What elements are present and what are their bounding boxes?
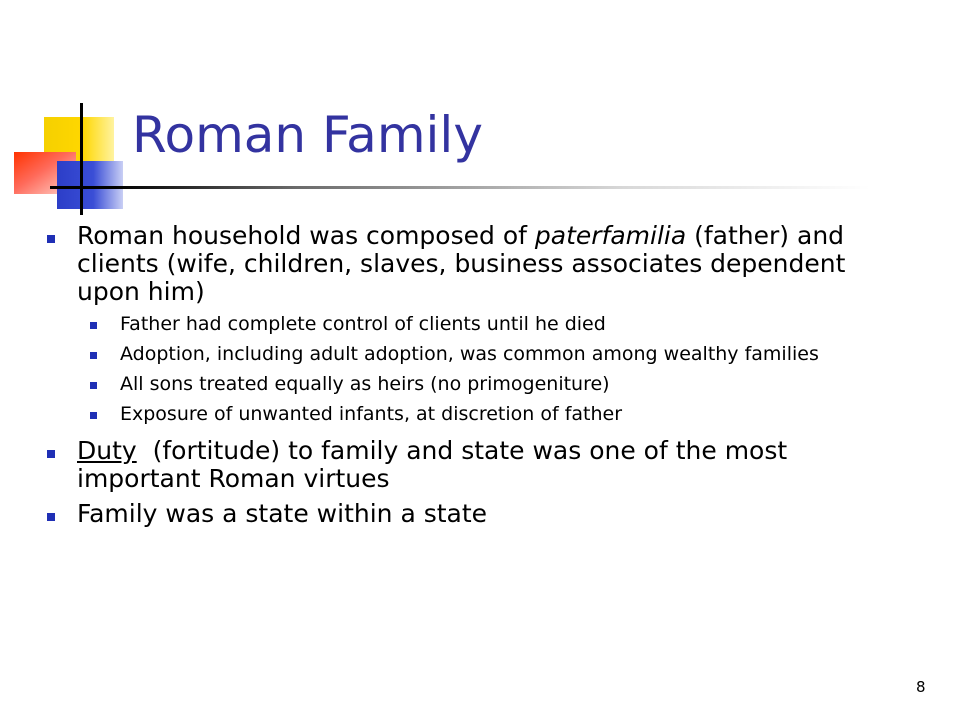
slide-title: Roman Family: [132, 106, 483, 164]
italic-term: paterfamilia: [534, 221, 687, 250]
sub-bullet-text: Adoption, including adult adoption, was common among wealthy families: [120, 343, 819, 365]
sub-bullet-text: Father had complete control of clients until he died: [120, 313, 606, 335]
decorative-squares-logo: [0, 0, 140, 230]
bullet-text: (father) and clients (wife, children, slaves, business associates dependent upon him): [77, 221, 846, 306]
square-bullet-icon: [90, 352, 97, 359]
sub-bullet-text: All sons treated equally as heirs (no primogeniture): [120, 373, 610, 395]
page-number: 8: [916, 678, 926, 696]
bullet-text: Family was a state within a state: [77, 499, 488, 528]
square-bullet-icon: [90, 412, 97, 419]
square-bullet-icon: [90, 382, 97, 389]
vertical-rule: [80, 103, 83, 215]
underlined-term: Duty: [77, 436, 137, 465]
sub-bullet-text: Exposure of unwanted infants, at discretion of father: [120, 403, 623, 425]
square-bullet-icon: [90, 322, 97, 329]
slide-content: [44, 222, 914, 535]
blue-square-shape: [57, 161, 123, 209]
title-underline-rule: [50, 186, 870, 189]
bullet-item: [44, 437, 914, 493]
sub-bullet-item: [87, 403, 914, 425]
square-bullet-icon: [47, 450, 55, 458]
square-bullet-icon: [47, 513, 55, 521]
bullet-item: [44, 222, 914, 306]
bullet-text: Roman household was composed of: [77, 221, 535, 250]
sub-bullet-item: [87, 373, 914, 395]
sub-bullet-item: [87, 313, 914, 335]
square-bullet-icon: [47, 235, 55, 243]
sub-bullet-item: [87, 343, 914, 365]
bullet-item: [44, 500, 914, 528]
bullet-text: (fortitude) to family and state was one of the most important Roman virtues: [77, 436, 796, 493]
